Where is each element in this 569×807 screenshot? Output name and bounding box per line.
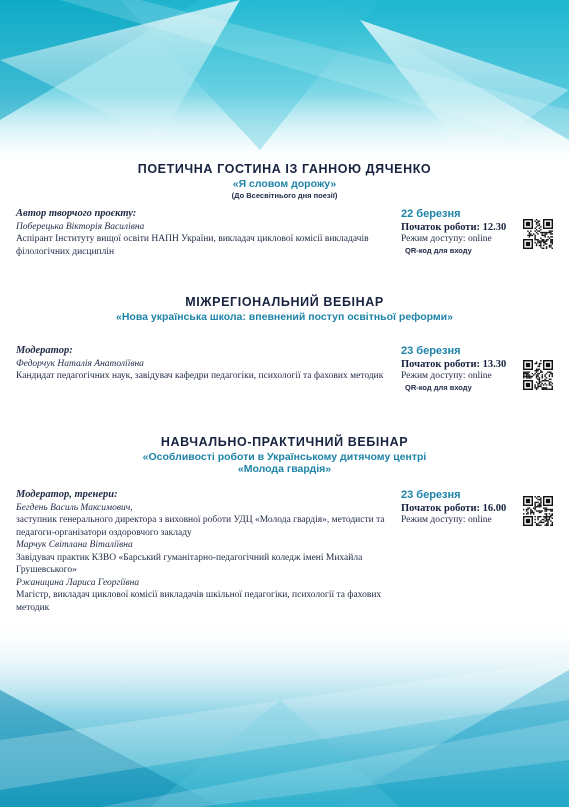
event-note: (До Всесвітнього дня поезії): [231, 191, 338, 200]
event-access-mode: Режим доступу: online: [401, 371, 492, 381]
qr-code-icon[interactable]: [523, 360, 553, 390]
person-name: Бегдень Василь Максимович,: [16, 502, 133, 513]
person-description: Аспірант Інституту вищої освіти НАПН України, викладач циклової комісії викладачів філологічних дисциплін: [16, 234, 369, 257]
event-title: МІЖРЕГІОНАЛЬНИЙ ВЕБІНАР: [185, 295, 384, 309]
event-people: [16, 208, 388, 258]
event-title: НАВЧАЛЬНО-ПРАКТИЧНИЙ ВЕБІНАР: [160, 435, 409, 449]
event-start-time: Початок роботи: 12.30: [401, 222, 507, 233]
event-subtitle: «Я словом дорожу»: [232, 178, 337, 190]
person-description: заступник генерального директора з виховної роботи УДЦ «Молода гвардія», методисти та педагоги-організатори оздоровчого закладу: [16, 515, 385, 538]
person-name: Федорчук Наталія Анатоліївна: [16, 358, 144, 369]
person-name: Марчук Світлана Віталіївна: [16, 540, 133, 550]
event-subtitle-line2: «Молода гвардія»: [237, 463, 332, 475]
role-label: Модератор, тренери:: [16, 489, 118, 500]
event-people: [16, 489, 388, 614]
person-name: Поберецька Вікторія Василівна: [16, 221, 145, 232]
event-subtitle: «Нова українська школа: впевнений поступ освітньої реформи»: [116, 311, 453, 323]
qr-code-icon[interactable]: [523, 496, 553, 526]
event-access-mode: Режим доступу: online: [401, 234, 492, 244]
event-access-mode: Режим доступу: online: [401, 515, 492, 525]
qr-label: QR-код для входу: [405, 246, 472, 255]
person-description: Магістр, викладач циклової комісії викладачів шкільної педагогіки, психології та фахових методик: [16, 590, 382, 613]
event-people: [16, 345, 388, 383]
event-title: ПОЕТИЧНА ГОСТИНА ІЗ ГАННОЮ ДЯЧЕНКО: [137, 162, 432, 176]
event-subtitle: «Особливості роботи в Українському дитячому центрі: [142, 451, 427, 463]
event-schedule: [401, 489, 521, 525]
role-label: Модератор:: [16, 345, 73, 356]
qr-label: QR-код для входу: [405, 383, 472, 392]
person-description: Кандидат педагогічних наук, завідувач кафедри педагогіки, психології та фахових методик: [16, 371, 384, 381]
event-schedule: [401, 208, 521, 255]
event-2: [0, 295, 569, 392]
qr-code-icon[interactable]: [523, 219, 553, 249]
event-start-time: Початок роботи: 13.30: [401, 359, 507, 370]
role-label: Автор творчого проєкту:: [16, 208, 137, 219]
event-start-time: Початок роботи: 16.00: [401, 503, 507, 514]
person-name: Ржаницина Лариса Георгіївна: [16, 577, 140, 588]
event-schedule: [401, 345, 521, 392]
person-description: Завідувач практик КЗВО «Барський гуманітарно-педагогічний коледж імені Михайла Грушевського»: [16, 552, 363, 575]
event-date: 22 березня: [401, 208, 461, 220]
event-3: [0, 435, 569, 613]
event-date: 23 березня: [401, 345, 461, 357]
event-1: [0, 162, 569, 257]
event-date: 23 березня: [401, 489, 461, 501]
